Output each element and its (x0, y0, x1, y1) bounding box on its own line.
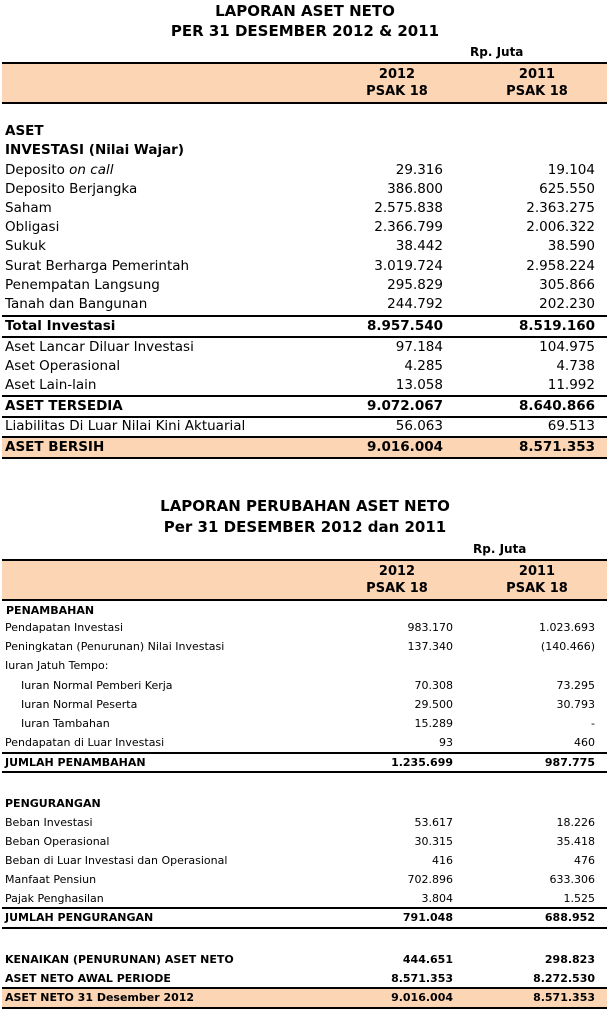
table-row: Deposito on call 29.316 19.104 (5, 162, 595, 178)
table-row: Aset Lain-lain 13.058 11.992 (5, 377, 595, 393)
table-row: Sukuk 38.442 38.590 (5, 238, 595, 254)
kenaikan-aset-neto-row: KENAIKAN (PENURUNAN) ASET NETO 444.651 298.823 (5, 953, 595, 966)
table-row: Surat Berharga Pemerintah 3.019.724 2.958.224 (5, 258, 595, 274)
table-row: Beban Operasional 30.315 35.418 (5, 835, 595, 848)
section-penambahan: PENAMBAHAN (6, 604, 95, 617)
aset-neto-awal-row: ASET NETO AWAL PERIODE 8.571.353 8.272.530 (5, 972, 595, 985)
table-row: Peningkatan (Penurunan) Nilai Investasi 137.340 (140.466) (5, 640, 595, 653)
report2-col2-std: PSAK 18 (506, 581, 568, 596)
report1-col2-std: PSAK 18 (506, 84, 568, 99)
report1-unit: Rp. Juta (470, 45, 524, 59)
report2-unit: Rp. Juta (473, 542, 527, 556)
aset-neto-akhir-row: ASET NETO 31 Desember 2012 9.016.004 8.571.353 (2, 987, 607, 1009)
report2-title: LAPORAN PERUBAHAN ASET NETO (160, 497, 450, 515)
table-row: Iuran Tambahan 15.289 - (21, 717, 595, 730)
aset-tersedia-row: ASET TERSEDIA 9.072.067 8.640.866 (2, 395, 607, 418)
table-row: Liabilitas Di Luar Nilai Kini Aktuarial 56.063 69.513 (5, 418, 595, 434)
table-row: Manfaat Pensiun 702.896 633.306 (5, 873, 595, 886)
table-row: Beban di Luar Investasi dan Operasional 416 476 (5, 854, 595, 867)
table-row: Aset Lancar Diluar Investasi 97.184 104.975 (5, 339, 595, 355)
table-row: Iuran Jatuh Tempo: (5, 659, 109, 672)
report1-header (2, 62, 607, 104)
report2-col1-year: 2012 (378, 564, 416, 579)
table-row: Aset Operasional 4.285 4.738 (5, 358, 595, 374)
report1-col1-std: PSAK 18 (366, 84, 428, 99)
table-row: Tanah dan Bangunan 244.792 202.230 (5, 296, 595, 312)
table-row: Pendapatan di Luar Investasi 93 460 (5, 736, 595, 749)
table-row: Iuran Normal Peserta 29.500 30.793 (21, 698, 595, 711)
report2-col1-std: PSAK 18 (366, 581, 428, 596)
table-row: Deposito Berjangka 386.800 625.550 (5, 181, 595, 197)
report2-subtitle: Per 31 DESEMBER 2012 dan 2011 (163, 518, 447, 536)
section-aset: ASET (5, 123, 44, 139)
table-row: Iuran Normal Pemberi Kerja 70.308 73.295 (21, 679, 595, 692)
jumlah-penambahan-row: JUMLAH PENAMBAHAN 1.235.699 987.775 (2, 752, 607, 773)
jumlah-pengurangan-row: JUMLAH PENGURANGAN 791.048 688.952 (2, 907, 607, 929)
section-pengurangan: PENGURANGAN (5, 797, 101, 810)
report2-header (2, 559, 607, 601)
report1-col2-year: 2011 (518, 67, 556, 82)
table-row: Pajak Penghasilan 3.804 1.525 (5, 892, 595, 905)
table-row: Penempatan Langsung 295.829 305.866 (5, 277, 595, 293)
table-row: Beban Investasi 53.617 18.226 (5, 816, 595, 829)
table-row: Saham 2.575.838 2.363.275 (5, 200, 595, 216)
report1-subtitle: PER 31 DESEMBER 2012 & 2011 (170, 22, 440, 40)
report1-title: LAPORAN ASET NETO (215, 2, 395, 20)
table-row: Obligasi 2.366.799 2.006.322 (5, 219, 595, 235)
total-investasi-row: Total Investasi 8.957.540 8.519.160 (2, 315, 607, 338)
table-row: Pendapatan Investasi 983.170 1.023.693 (5, 621, 595, 634)
aset-bersih-row: ASET BERSIH 9.016.004 8.571.353 (2, 436, 607, 459)
report1-col1-year: 2012 (378, 67, 416, 82)
report2-col2-year: 2011 (518, 564, 556, 579)
section-investasi: INVESTASI (Nilai Wajar) (5, 142, 185, 158)
